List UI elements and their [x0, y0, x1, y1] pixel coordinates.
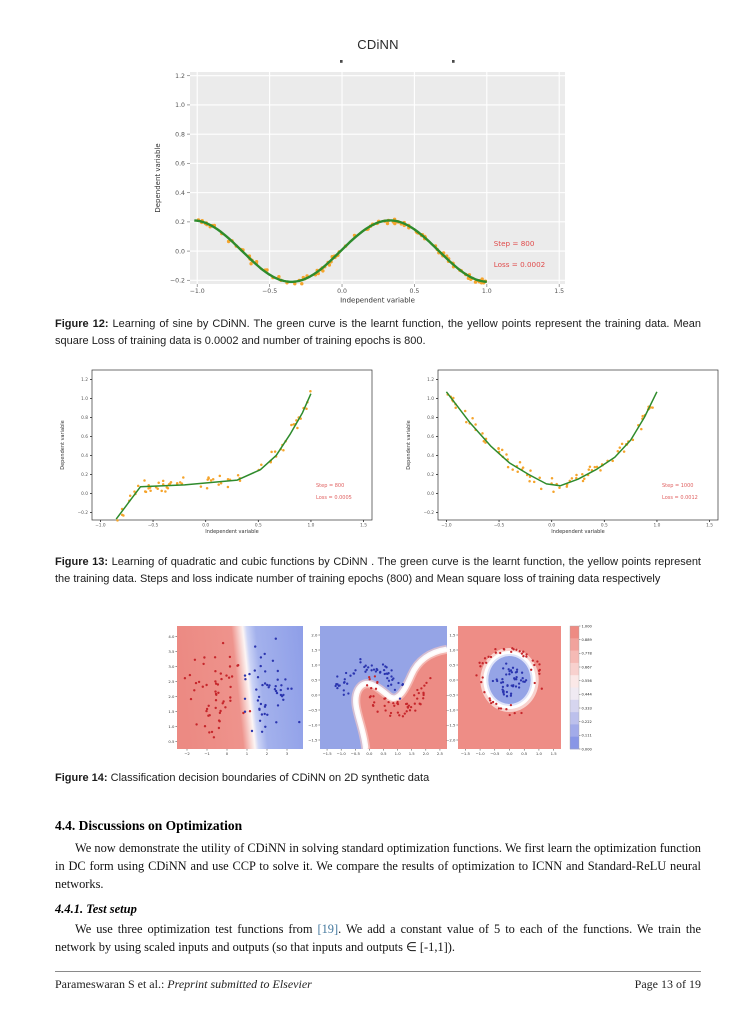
fig12-svg [150, 58, 580, 310]
svg-text:0.5: 0.5 [409, 288, 420, 296]
svg-text:−1.5: −1.5 [446, 722, 456, 728]
svg-text:−2: −2 [184, 751, 190, 757]
svg-text:0.111: 0.111 [581, 733, 592, 738]
svg-text:3.0: 3.0 [168, 663, 175, 669]
svg-text:−1.0: −1.0 [336, 751, 346, 757]
decision-region-moons [320, 626, 447, 749]
svg-text:−0.5: −0.5 [490, 751, 500, 757]
svg-text:1.0: 1.0 [307, 523, 315, 529]
svg-text:0.0: 0.0 [311, 692, 318, 698]
svg-text:1.5: 1.5 [311, 647, 318, 653]
svg-text:−0.2: −0.2 [77, 510, 88, 516]
svg-text:Loss = 0.0002: Loss = 0.0002 [493, 260, 546, 270]
svg-text:Loss = 0.0012: Loss = 0.0012 [662, 495, 698, 501]
figure-12-label: Figure 12: [55, 318, 109, 330]
svg-text:1.0: 1.0 [653, 523, 661, 529]
svg-text:0.5: 0.5 [380, 751, 387, 757]
colorbar [570, 624, 593, 751]
svg-text:0.333: 0.333 [581, 706, 592, 711]
svg-text:0.000: 0.000 [581, 747, 592, 752]
svg-text:−2.0: −2.0 [446, 737, 456, 743]
svg-text:0.778: 0.778 [581, 651, 592, 656]
figure-13-quadratic-plot [396, 362, 741, 548]
svg-text:−1.0: −1.0 [441, 523, 452, 529]
cropped-title-fragment [340, 60, 455, 63]
svg-text:Dependent variable: Dependent variable [154, 143, 162, 213]
footer-note: Preprint submitted to Elsevier [167, 977, 312, 991]
svg-text:−1: −1 [204, 751, 210, 757]
svg-text:0.556: 0.556 [581, 678, 592, 683]
svg-text:1.0: 1.0 [81, 396, 88, 402]
svg-text:0.5: 0.5 [521, 751, 528, 757]
svg-text:4.0: 4.0 [168, 633, 175, 639]
svg-text:0.6: 0.6 [427, 434, 434, 440]
svg-text:2.0: 2.0 [168, 693, 175, 699]
svg-text:−0.5: −0.5 [147, 523, 159, 529]
svg-text:0.0: 0.0 [548, 523, 556, 529]
svg-text:0.6: 0.6 [175, 160, 185, 168]
svg-text:−1.0: −1.0 [446, 707, 456, 713]
footer-page-number: Page 13 of 19 [634, 977, 701, 991]
svg-text:1.5: 1.5 [706, 523, 714, 529]
svg-text:1.0: 1.0 [449, 647, 456, 653]
svg-text:0.0: 0.0 [175, 248, 185, 256]
fig13R-svg [396, 362, 741, 548]
svg-text:2.5: 2.5 [436, 751, 443, 757]
svg-text:1.0: 1.0 [311, 662, 318, 668]
svg-text:0.8: 0.8 [175, 131, 185, 139]
decision-region-circles [458, 626, 561, 749]
svg-text:0.5: 0.5 [449, 662, 456, 668]
figure-12-caption-text: Learning of sine by CDiNN. The green curve is the learnt function, the yellow points represent the training data. Mean square Loss of training data is 0.0002 and number of training epochs is 800. [55, 318, 701, 347]
svg-text:−1.0: −1.0 [95, 523, 106, 529]
svg-text:0: 0 [225, 751, 229, 757]
svg-text:0.0: 0.0 [81, 491, 88, 497]
svg-text:2.0: 2.0 [422, 751, 429, 757]
svg-text:1.0: 1.0 [394, 751, 401, 757]
section-4-4-heading: 4.4. Discussions on Optimization [55, 818, 243, 833]
svg-text:1.5: 1.5 [449, 632, 456, 638]
svg-text:0.0: 0.0 [202, 523, 210, 529]
svg-text:1.5: 1.5 [168, 708, 175, 714]
svg-text:0.2: 0.2 [81, 472, 88, 478]
section-4-4-paragraph: We now demonstrate the utility of CDiNN in solving standard optimization functions. We first learn the optimization function in DC form using CDiNN and use CCP to solve it. We compare the results of optimization to ICNN and Standard-ReLU neural networks. [55, 841, 701, 892]
footer-left [55, 977, 312, 992]
svg-text:0.2: 0.2 [175, 219, 185, 227]
svg-text:0.0: 0.0 [427, 491, 434, 497]
svg-text:2.5: 2.5 [168, 678, 175, 684]
footer-authors: Parameswaran S et al.: [55, 977, 165, 991]
svg-text:Step = 800: Step = 800 [316, 483, 345, 489]
svg-text:−0.5: −0.5 [308, 707, 318, 713]
svg-text:2: 2 [265, 751, 269, 757]
svg-text:−1.0: −1.0 [475, 751, 485, 757]
svg-text:1.5: 1.5 [550, 751, 557, 757]
footer-rule [55, 971, 701, 972]
running-header-title: CDiNN [357, 37, 399, 52]
svg-text:Independent variable: Independent variable [205, 528, 259, 535]
fig13L-svg [50, 362, 395, 548]
figure-13-cubic-plot [50, 362, 395, 548]
svg-text:1.5: 1.5 [360, 523, 368, 529]
svg-text:0.5: 0.5 [600, 523, 608, 529]
svg-text:1.2: 1.2 [81, 377, 88, 383]
svg-text:0.5: 0.5 [311, 677, 318, 683]
svg-text:1.000: 1.000 [581, 624, 592, 629]
svg-text:−0.5: −0.5 [446, 692, 456, 698]
svg-text:−1.5: −1.5 [308, 737, 318, 743]
svg-text:1.0: 1.0 [535, 751, 542, 757]
svg-text:0.667: 0.667 [581, 665, 592, 670]
svg-text:−0.2: −0.2 [423, 510, 434, 516]
svg-text:1.5: 1.5 [554, 288, 565, 296]
svg-text:−0.5: −0.5 [493, 523, 505, 529]
svg-text:0.0: 0.0 [506, 751, 513, 757]
fig14-svg [163, 616, 600, 766]
svg-text:0.4: 0.4 [81, 453, 88, 459]
svg-text:1.0: 1.0 [168, 723, 175, 729]
svg-text:Step = 1000: Step = 1000 [662, 483, 694, 489]
svg-text:3: 3 [285, 751, 289, 757]
svg-text:0.4: 0.4 [175, 189, 185, 197]
figure-13-caption-text: Learning of quadratic and cubic functions by CDiNN . The green curve is the learnt function, the yellow points represent the training data. Steps and loss indicate number of training epochs (800) and Mean square loss of training data respectively [55, 556, 701, 585]
svg-text:−0.2: −0.2 [169, 277, 185, 285]
svg-text:Step = 800: Step = 800 [493, 238, 535, 248]
citation-19-link[interactable]: [19] [317, 922, 339, 936]
decision-region-linear [177, 626, 303, 749]
figure-14-caption-text: Classification decision boundaries of CDiNN on 2D synthetic data [110, 772, 430, 784]
figure-14-classification-plots [163, 616, 600, 766]
svg-text:1.0: 1.0 [427, 396, 434, 402]
section-4-4-1-paragraph [55, 920, 701, 956]
paragraph-text-after-citation: . We add a constant value of 5 to each of the functions. We train the network by using scaled inputs and outputs (so that inputs and outputs ∈ [-1,1]). [55, 922, 701, 955]
page-footer [55, 977, 701, 992]
svg-text:0.889: 0.889 [581, 637, 592, 642]
svg-text:0.0: 0.0 [366, 751, 373, 757]
svg-text:−0.5: −0.5 [350, 751, 360, 757]
svg-text:1.0: 1.0 [481, 288, 492, 296]
figure-14-caption [55, 770, 701, 787]
svg-text:Independent variable: Independent variable [340, 296, 415, 305]
svg-text:0.5: 0.5 [254, 523, 262, 529]
figure-13-label: Figure 13: [55, 556, 109, 568]
svg-text:−1.5: −1.5 [460, 751, 470, 757]
svg-text:0.222: 0.222 [581, 719, 592, 724]
svg-text:Loss = 0.0005: Loss = 0.0005 [316, 495, 352, 501]
svg-text:Dependent variable: Dependent variable [60, 420, 66, 470]
svg-text:1.2: 1.2 [175, 72, 185, 80]
section-4-4-1-heading: 4.4.1. Test setup [55, 902, 137, 916]
svg-text:−1.5: −1.5 [322, 751, 332, 757]
svg-text:0.6: 0.6 [81, 434, 88, 440]
figure-14-label: Figure 14: [55, 772, 108, 784]
svg-text:−1.0: −1.0 [308, 722, 318, 728]
svg-text:0.8: 0.8 [81, 415, 88, 421]
svg-text:−0.5: −0.5 [262, 288, 278, 296]
figure-13-caption [55, 554, 701, 587]
svg-text:1.0: 1.0 [175, 102, 185, 110]
svg-text:0.444: 0.444 [581, 692, 592, 697]
svg-text:1.5: 1.5 [408, 751, 415, 757]
svg-text:Independent variable: Independent variable [551, 528, 605, 535]
svg-text:1: 1 [245, 751, 249, 757]
figure-12-sine-plot [150, 58, 580, 310]
svg-text:1.2: 1.2 [427, 377, 434, 383]
svg-text:0.8: 0.8 [427, 415, 434, 421]
svg-text:2.0: 2.0 [311, 632, 318, 638]
svg-text:0.5: 0.5 [168, 738, 175, 744]
svg-text:0.2: 0.2 [427, 472, 434, 478]
svg-text:Dependent variable: Dependent variable [406, 420, 412, 470]
svg-text:3.5: 3.5 [168, 648, 175, 654]
figure-12-caption [55, 316, 701, 349]
svg-text:0.4: 0.4 [427, 453, 434, 459]
svg-text:0.0: 0.0 [449, 677, 456, 683]
svg-text:−1.0: −1.0 [189, 288, 205, 296]
svg-text:0.0: 0.0 [337, 288, 347, 296]
paragraph-text-before-citation: We use three optimization test functions from [75, 922, 318, 936]
